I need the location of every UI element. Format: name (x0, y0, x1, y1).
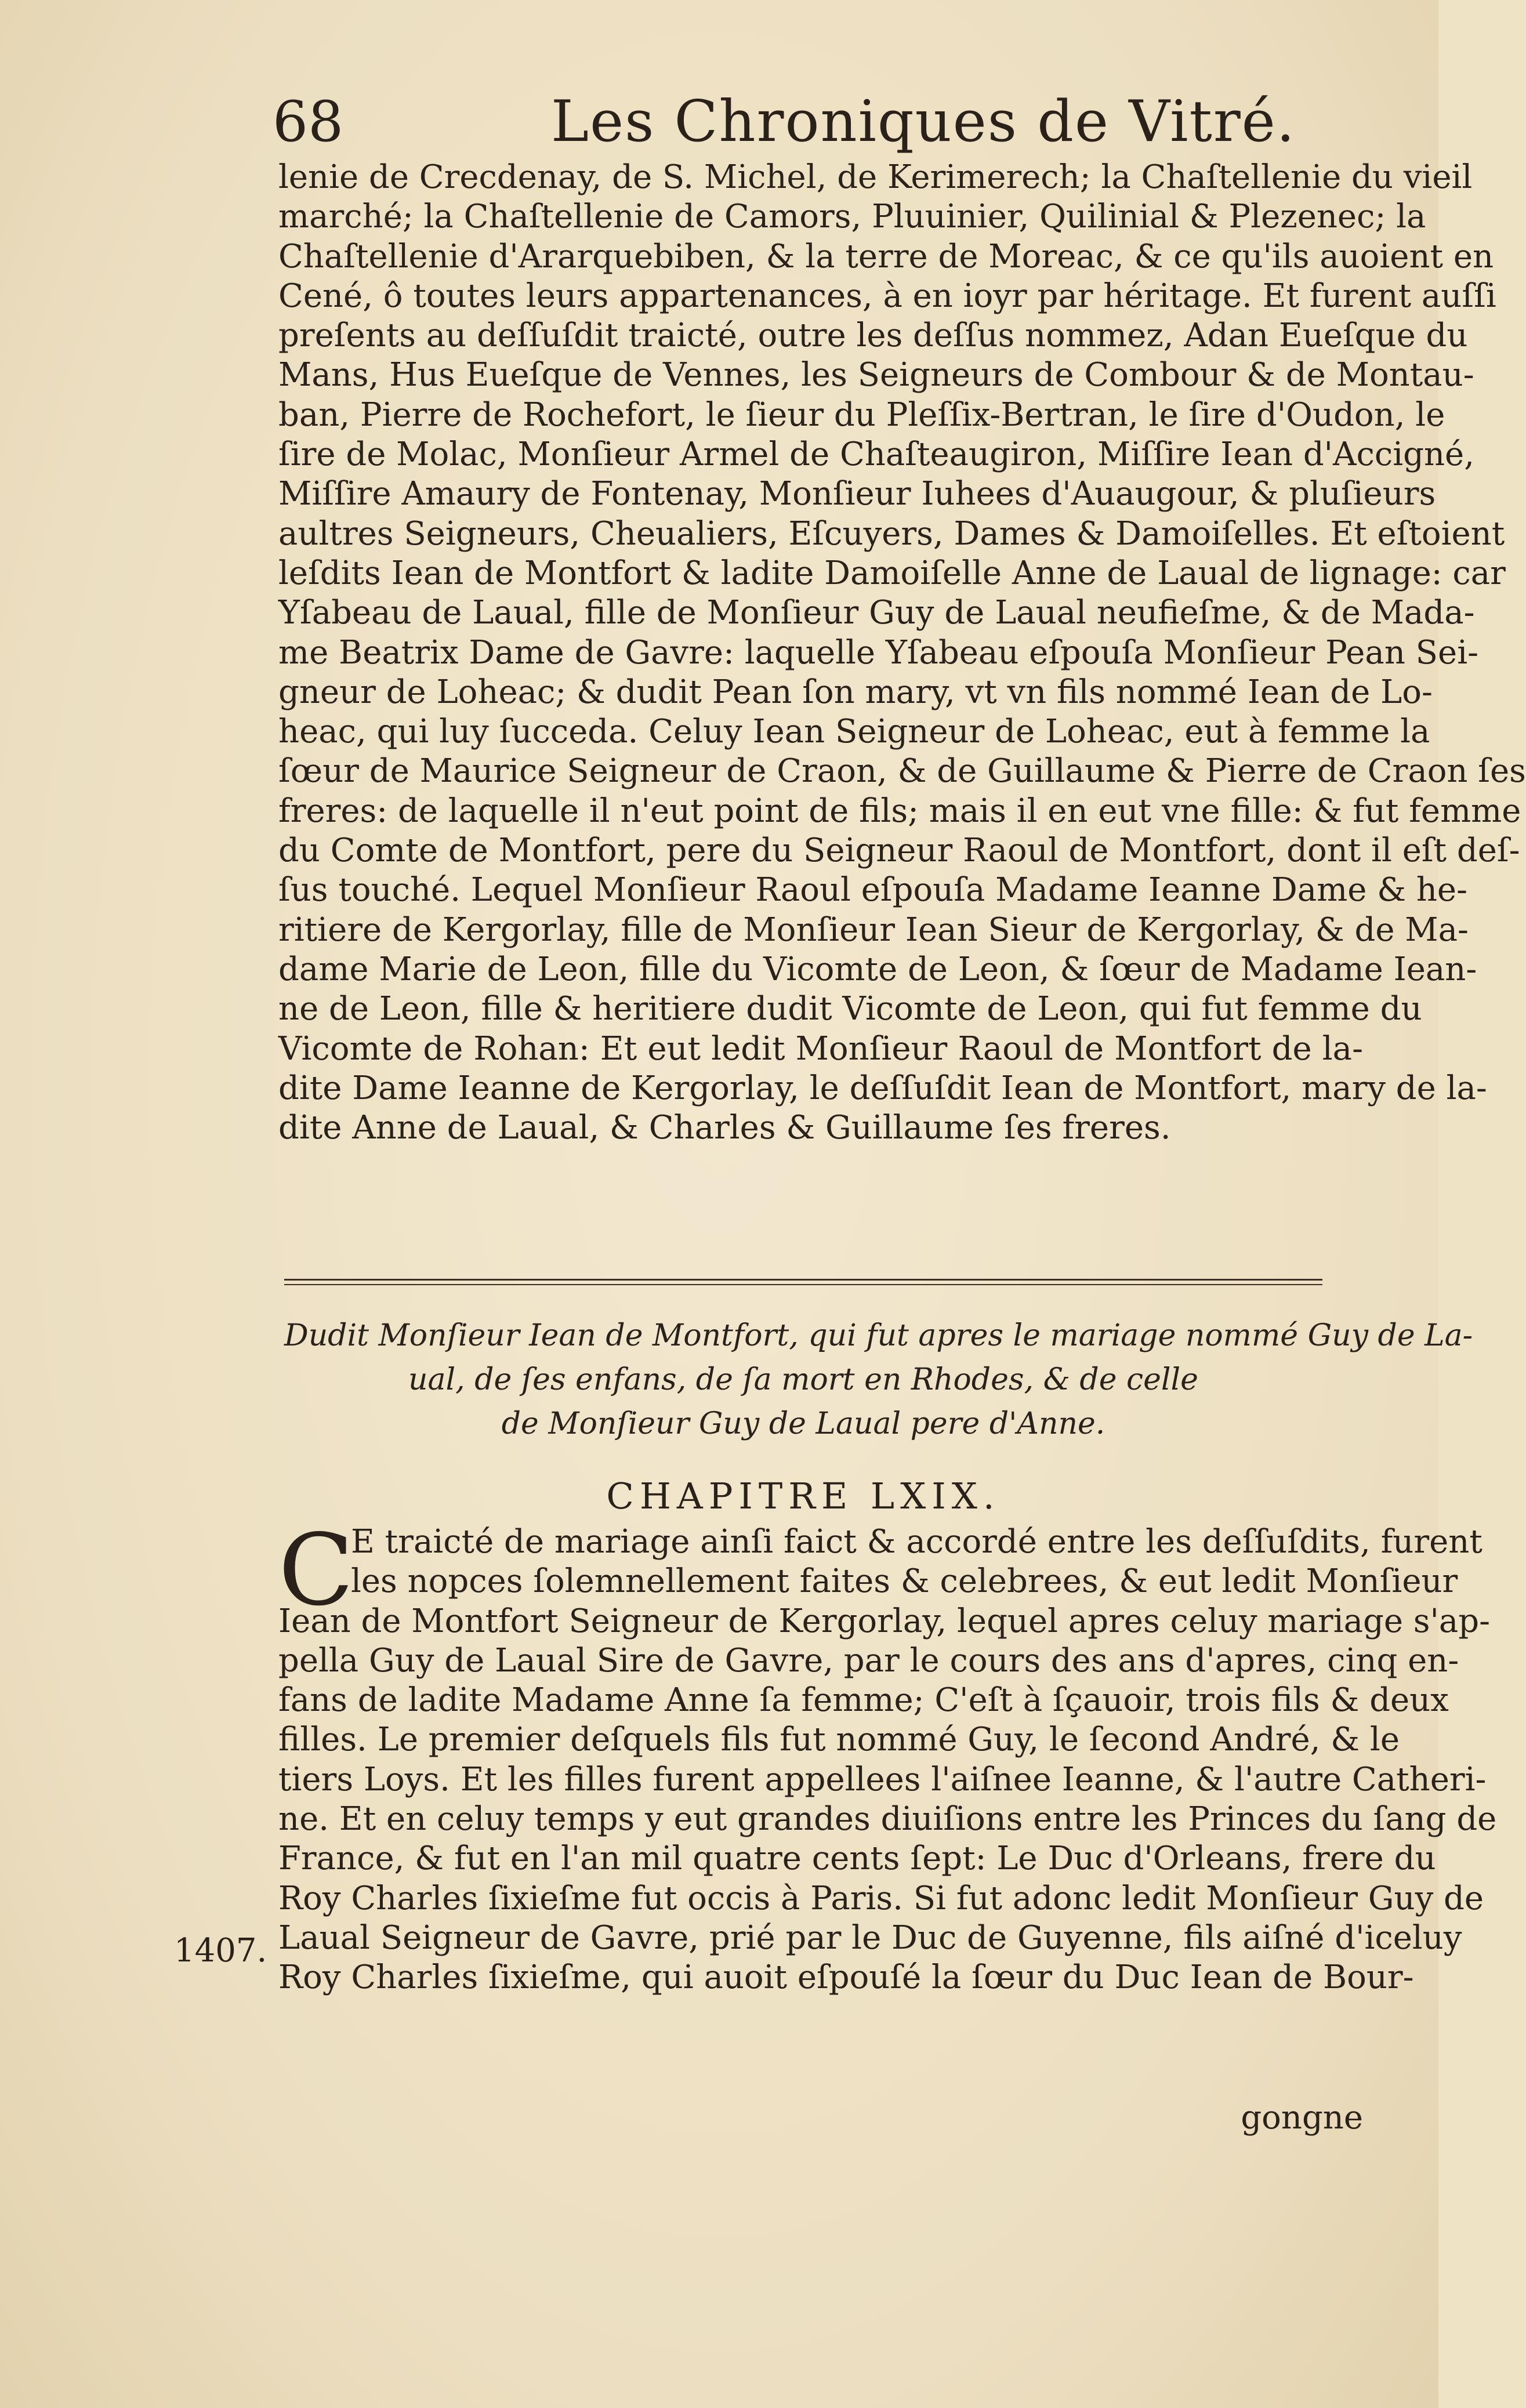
chapter-line: filles. Le premier deſquels fils fut nommé Guy, le ſecond André, & le (278, 1721, 1400, 1759)
body-line: me Beatrix Dame de Gavre: laquelle Yſabeau eſpouſa Monſieur Pean Sei- (278, 633, 1479, 672)
body-line: aultres Seigneurs, Cheualiers, Eſcuyers, Dames & Damoiſelles. Et eſtoient (278, 514, 1505, 553)
body-line: dite Dame Ieanne de Kergorlay, le deſſuſdit Iean de Montfort, mary de la- (278, 1069, 1487, 1107)
body-line: ſire de Molac, Monſieur Armel de Chaſteaugiron, Miſſire Iean d'Accigné, (278, 436, 1474, 474)
chapter-line: Roy Charles ſixieſme fut occis à Paris. Si fut adonc ledit Monſieur Guy de (278, 1879, 1484, 1917)
chapter-lines (278, 1513, 1497, 1998)
body-line: preſents au deſſuſdit traicté, outre les deſſus nommez, Adan Eueſque du (278, 317, 1468, 355)
body-line: ſœur de Maurice Seigneur de Craon, & de Guillaume & Pierre de Craon ſes (278, 752, 1526, 790)
chapter-line: Iean de Montfort Seigneur de Kergorlay, lequel apres celuy mariage s'ap- (278, 1602, 1491, 1640)
body-line: dite Anne de Laual, & Charles & Guillaume ſes freres. (278, 1109, 1171, 1147)
page-number: 68 (273, 89, 344, 154)
body-text (278, 158, 1526, 1148)
chapter-line: fans de ladite Madame Anne ſa femme; C'eſt à ſçauoir, trois fils & deux (278, 1681, 1449, 1720)
body-line: Miſſire Amaury de Fontenay, Monſieur Iuhees d'Auaugour, & pluſieurs (278, 475, 1436, 513)
running-title: Les Chroniques de Vitré. (551, 89, 1296, 155)
catchword: gongne (1241, 2099, 1363, 2137)
chapter-summary-line: Dudit Monſieur Iean de Montfort, qui fut apres le mariage nommé Guy de La- (284, 1318, 1473, 1353)
body-line: marché; la Chaſtellenie de Camors, Pluuinier, Quilinial & Plezenec; la (278, 198, 1426, 236)
chapter-line: Roy Charles ſixieſme, qui auoit eſpouſé la ſœur du Duc Iean de Bour- (278, 1959, 1414, 1997)
body-line: ritiere de Kergorlay, fille de Monſieur Iean Sieur de Kergorlay, & de Ma- (278, 911, 1469, 949)
chapter-line: tiers Loys. Et les filles furent appellees l'aiſnee Ieanne, & l'autre Catheri- (278, 1760, 1487, 1798)
chapter-summary-line: ual, de ſes enfans, de ſa mort en Rhodes, & de celle (408, 1362, 1198, 1397)
body-line: Chaſtellenie d'Ararquebiben, & la terre de Moreac, & ce qu'ils auoient en (278, 237, 1494, 275)
divider-rule (284, 1279, 1322, 1281)
section-divider (284, 1279, 1322, 1287)
body-line: leſdits Iean de Montfort & ladite Damoiſelle Anne de Laual de lignage: car (278, 554, 1506, 592)
body-line: du Comte de Montfort, pere du Seigneur Raoul de Montfort, dont il eſt deſ- (278, 832, 1520, 870)
chapter-line: France, & fut en l'an mil quatre cents ſept: Le Duc d'Orleans, frere du (278, 1840, 1436, 1878)
chapter-summary-line: de Monſieur Guy de Laual pere d'Anne. (501, 1406, 1105, 1441)
body-line: ſus touché. Lequel Monſieur Raoul eſpouſa Madame Ieanne Dame & he- (278, 871, 1467, 909)
body-line: Yſabeau de Laual, fille de Monſieur Guy de Laual neufieſme, & de Mada- (278, 594, 1475, 632)
body-line: heac, qui luy ſucceda. Celuy Iean Seigneur de Loheac, eut à femme la (278, 713, 1430, 751)
chapter-line: ne. Et en celuy temps y eut grandes diuiſions entre les Princes du ſang de (278, 1800, 1497, 1838)
chapter-heading: CHAPITRE LXIX. (606, 1475, 1001, 1517)
body-line: gneur de Loheac; & dudit Pean ſon mary, vt vn fils nommé Iean de Lo- (278, 673, 1433, 711)
drop-cap: C (278, 1513, 354, 1628)
chapter-body (278, 1513, 1497, 1998)
body-line: Mans, Hus Eueſque de Vennes, les Seigneurs de Combour & de Montau- (278, 356, 1474, 394)
body-line: lenie de Crecdenay, de S. Michel, de Kerimerech; la Chaſtellenie du vieil (278, 158, 1473, 196)
body-line: Cené, ô toutes leurs appartenances, à en ioyr par héritage. Et furent auſſi (278, 277, 1496, 315)
divider-rule-thin (284, 1284, 1322, 1285)
margin-year-note: 1407. (174, 1932, 267, 1970)
body-line: Vicomte de Rohan: Et eut ledit Monſieur Raoul de Montfort de la- (278, 1029, 1363, 1068)
chapter-line: les nopces ſolemnellement faites & celebrees, & eut ledit Monſieur (351, 1562, 1458, 1601)
body-line: ban, Pierre de Rochefort, le ſieur du Pleſſix-Bertran, le ſire d'Oudon, le (278, 396, 1445, 434)
body-line: ne de Leon, fille & heritiere dudit Vicomte de Leon, qui fut femme du (278, 990, 1422, 1028)
chapter-line: E traicté de mariage ainſi faict & accordé entre les deſſuſdits, furent (351, 1523, 1482, 1561)
chapter-line: pella Guy de Laual Sire de Gavre, par le cours des ans d'apres, cinq en- (278, 1641, 1459, 1680)
chapter-line: Laual Seigneur de Gavre, prié par le Duc de Guyenne, fils aiſné d'iceluy (278, 1919, 1462, 1957)
page-header (273, 87, 1375, 157)
body-line: freres: de laquelle il n'eut point de fils; mais il en eut vne fille: & fut femme (278, 792, 1521, 830)
body-line: dame Marie de Leon, fille du Vicomte de Leon, & ſœur de Madame Iean- (278, 950, 1477, 988)
chapter-summary (284, 1314, 1473, 1446)
